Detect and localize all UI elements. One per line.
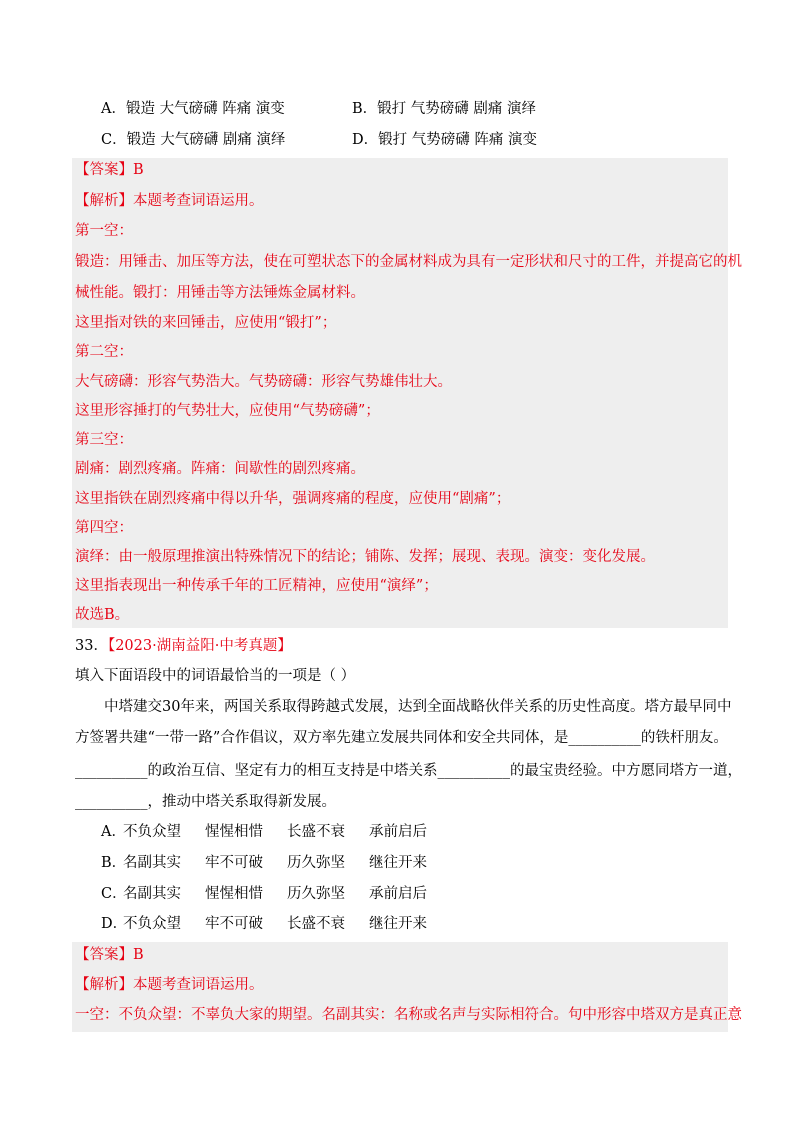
option-letter: B． [352,101,378,117]
q32-answer [75,160,144,180]
q32-option-c [101,130,285,150]
q32-analysis-line: 锻造：用锤击、加压等方法，使在可塑状态下的金属材料成为具有一定形状和尺寸的工件，并提高它的机 [75,254,742,270]
q32-analysis-line: 第三空： [75,432,133,448]
q32-analysis-line: 剧痛：剧烈疼痛。阵痛：间歇性的剧烈疼痛。 [75,461,365,477]
option-word: 承前启后 [369,886,427,902]
q33-prompt: 填入下面语段中的词语最恰当的一项是（ ） [75,668,356,684]
q32-analysis-line: 这里指表现出一种传承千年的工匠精神，应使用“演绎”； [75,578,438,594]
option-letter: C． [101,886,127,902]
q32-analysis-line: 这里指铁在剧烈疼痛中得以升华，强调疼痛的程度，应使用“剧痛”； [75,491,511,507]
q33-passage-line: 中塔建交30年来，两国关系取得跨越式发展，达到全面战略伙伴关系的历史性高度。塔方最早同中 [104,699,732,715]
q32-analysis-line: 故选B。 [75,607,130,623]
option-word: 不负众望 [123,916,181,932]
option-word: 长盛不衰 [287,916,345,932]
q33-option-d [101,914,427,934]
q33-header [75,636,292,656]
answer-value: B [133,947,144,963]
analysis-text: 本题考查词语运用。 [133,193,264,209]
q32-analysis-line: 这里形容捶打的气势壮大，应使用“气势磅礴”； [75,403,380,419]
analysis-tag: 【解析】 [75,193,133,209]
option-word: 不负众望 [123,824,181,840]
q32-analysis-line: 第四空： [75,520,133,536]
option-letter: C． [101,132,127,148]
q33-option-c [101,884,427,904]
option-letter: D． [101,916,128,932]
q32-analysis-line: 第一空： [75,223,133,239]
q33-answer [75,945,144,965]
option-word: 名副其实 [123,855,181,871]
q32-analysis-line: 第二空： [75,344,133,360]
q32-option-b [352,99,536,119]
question-source: 【2023·湖南益阳·中考真题】 [107,638,292,654]
option-word: 惺惺相惜 [205,886,263,902]
answer-tag: 【答案】 [75,162,133,178]
option-word: 牢不可破 [205,916,263,932]
q33-option-a [101,822,427,842]
option-letter: D． [352,132,379,148]
option-word: 历久弥坚 [287,886,345,902]
option-word: 牢不可破 [205,855,263,871]
q32-analysis-line: 这里指对铁的来回锤击，应使用“锻打”； [75,315,337,331]
option-text: 锻打 气势磅礴 剧痛 演绎 [377,101,536,117]
q32-analysis-line: 大气磅礴：形容气势浩大。气势磅礴：形容气势雄伟壮大。 [75,374,452,390]
q33-analysis-intro [75,975,264,995]
question-number: 33． [75,638,108,654]
q33-passage-line: __________，推动中塔关系取得新发展。 [75,794,336,810]
q32-analysis-intro [75,191,264,211]
option-word: 继往开来 [369,916,427,932]
option-word: 名副其实 [123,886,181,902]
option-letter: A． [101,101,126,117]
option-text: 锻造 大气磅礴 剧痛 演绎 [126,132,286,148]
q32-option-a [101,99,285,119]
option-letter: A． [101,824,126,840]
option-text: 锻造 大气磅礴 阵痛 演变 [125,101,285,117]
q33-passage-line: 方签署共建“一带一路”合作倡议，双方率先建立发展共同体和安全共同体，是__________的铁杆朋友。 [75,730,728,746]
option-text: 锻打 气势磅礴 阵痛 演变 [378,132,537,148]
q33-analysis-line: 一空：不负众望：不辜负大家的期望。名副其实：名称或名声与实际相符合。句中形容中塔双方是真正意 [75,1007,742,1023]
answer-value: B [133,162,144,178]
option-word: 承前启后 [369,824,427,840]
option-word: 长盛不衰 [287,824,345,840]
answer-tag: 【答案】 [75,947,133,963]
q32-analysis-line: 械性能。锻打：用锤击等方法锤炼金属材料。 [75,285,365,301]
analysis-tag: 【解析】 [75,977,133,993]
q32-analysis-line: 演绎：由一般原理推演出特殊情况下的结论；铺陈、发挥；展现、表现。演变：变化发展。 [75,549,655,565]
option-letter: B． [101,855,127,871]
analysis-text: 本题考查词语运用。 [133,977,264,993]
q33-passage-line: __________的政治互信、坚定有力的相互支持是中塔关系__________的最宝贵经验。中方愿同塔方一道， [75,763,742,779]
q32-option-d [352,130,537,150]
option-word: 惺惺相惜 [205,824,263,840]
q33-option-b [101,853,427,873]
option-word: 继往开来 [369,855,427,871]
option-word: 历久弥坚 [287,855,345,871]
